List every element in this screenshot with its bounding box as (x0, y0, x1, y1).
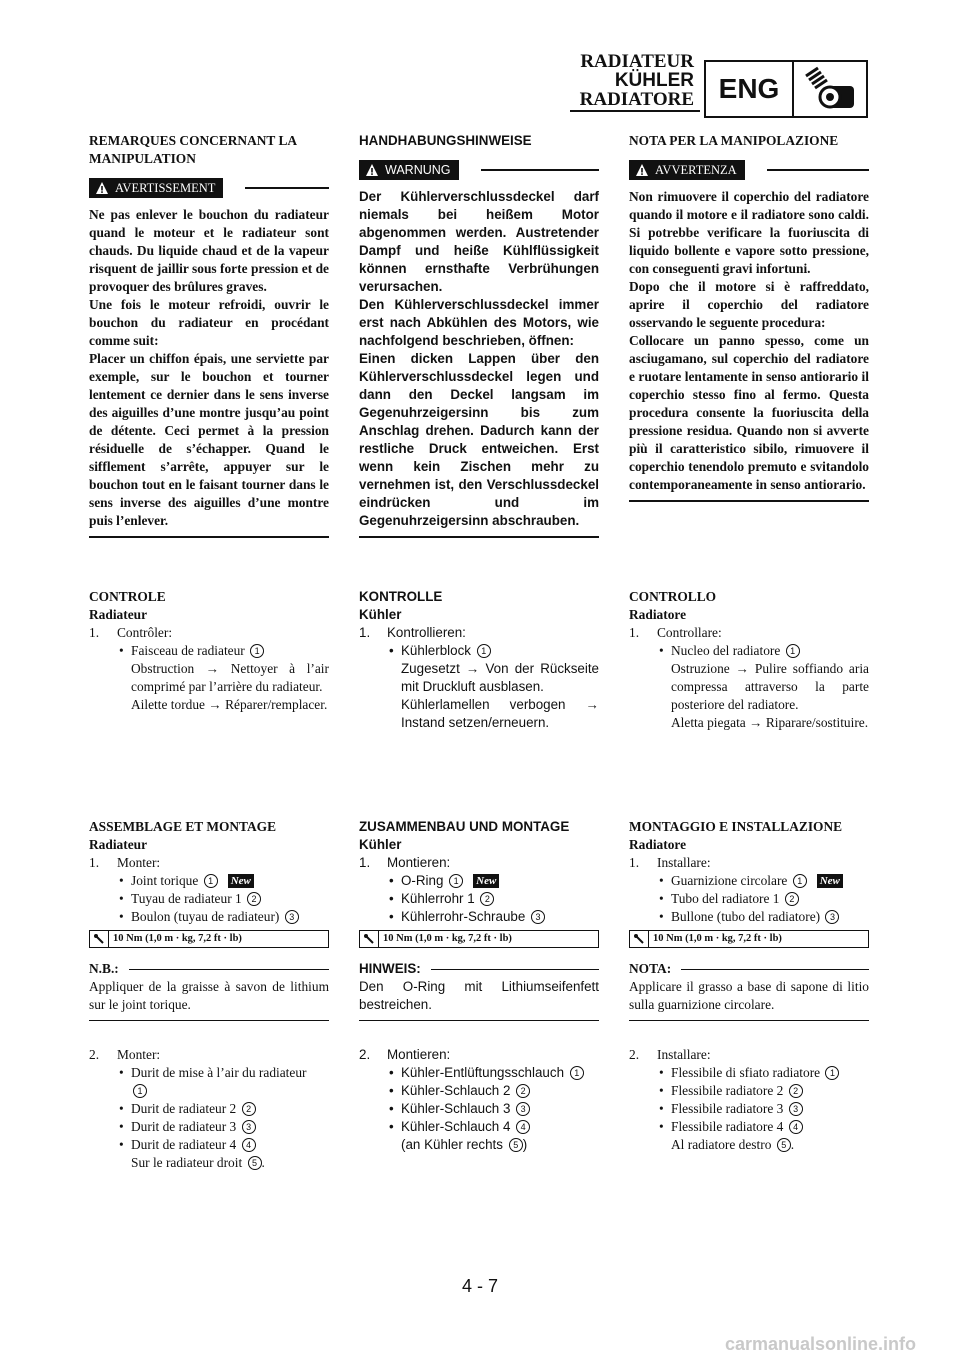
fr-step2-section (89, 1046, 329, 1172)
bullet: • (659, 909, 664, 924)
step-number: 2. (89, 1047, 100, 1062)
section-titles (580, 52, 694, 109)
fr-note-end-rule (89, 1020, 329, 1021)
item-text: Kühler-Schlauch 2 (401, 1083, 511, 1098)
torque-wrench-icon (90, 931, 109, 947)
ref-number: 1 (449, 874, 463, 888)
new-part-badge: New (473, 874, 499, 888)
fr-step2 (89, 1046, 329, 1064)
it-assembly-section (629, 818, 869, 1021)
step-number: 1. (359, 855, 371, 870)
fr-handling-title: REMARQUES CONCERNANT LA MANIPULATION (89, 133, 297, 166)
ref-number: 1 (793, 874, 807, 888)
warning-triangle-icon (95, 181, 109, 195)
torque-value: 10 Nm (1,0 m · kg, 7,2 ft · lb) (383, 933, 512, 944)
ref-number: 3 (285, 910, 299, 924)
de-check-section (359, 588, 599, 732)
eng-label: ENG (706, 62, 794, 116)
de-note-end-rule (359, 1020, 599, 1021)
it-handling-section (629, 132, 869, 502)
bullet: • (659, 643, 664, 658)
step-text: Monter: (117, 855, 161, 870)
extra-text-end: . (790, 1137, 795, 1152)
de-check-step (359, 624, 599, 642)
step-number: 1. (629, 625, 640, 640)
list-item (629, 1064, 869, 1082)
fr-warning-para-3: Placer un chiffon épais, une serviette par exemple, sur le bouchon et tourner lentement ce dernier dans le sens inverse des aiguilles d’une montre jusqu’au point de détente. Ceci permet à la pression résiduelle de s’échapper. Quand le sifflement s’arrête, appuyer sur le bouchon tout en le faisant tourner dans le sens inverse des aiguilles d’une montre puis l’enlever. (89, 351, 329, 528)
it-step2-section (629, 1046, 869, 1154)
it-step2 (629, 1046, 869, 1064)
ref-number: 1 (825, 1066, 839, 1080)
header-rule (570, 110, 700, 112)
de-assembly-sub: Kühler (359, 837, 402, 852)
fr-assembly-title: ASSEMBLAGE ET MONTAGE (89, 819, 277, 834)
step-number: 1. (629, 855, 640, 870)
list-item (629, 1100, 869, 1118)
it-step2-extra (629, 1136, 869, 1154)
list-item (359, 890, 599, 908)
it-note-end-rule (629, 1020, 869, 1021)
note-label: NOTA: (629, 961, 672, 976)
fr-warning-badge (89, 178, 223, 198)
item-text: Bullone (tubo del radiatore) (671, 909, 821, 924)
list-item (89, 1100, 329, 1118)
fr-check-sub: Radiateur (89, 607, 148, 622)
list-item (629, 890, 869, 908)
bullet: • (389, 643, 394, 658)
step-number: 2. (359, 1047, 371, 1062)
bullet: • (389, 1065, 394, 1080)
fr-torque-spec (89, 930, 329, 948)
ref-number: 2 (516, 1084, 530, 1098)
list-item (89, 872, 329, 890)
step-number: 1. (89, 625, 100, 640)
torque-value: 10 Nm (1,0 m · kg, 7,2 ft · lb) (653, 933, 782, 944)
list-item (359, 1118, 599, 1136)
fr-warning-label: AVERTISSEMENT (115, 181, 216, 195)
item-text: Kühlerrohr-Schraube (401, 909, 526, 924)
extra-text: Al radiatore destro (671, 1137, 772, 1152)
ref-number: 5 (777, 1138, 791, 1152)
de-warning-label: WARNUNG (385, 163, 451, 177)
item-text: Faisceau de radiateur (131, 643, 245, 658)
item-text: Guarnizione circolare (671, 873, 788, 888)
ref-number: 1 (250, 644, 264, 658)
de-handling-section (359, 132, 599, 538)
de-check-line-2: Kühlerlamellen verbogen → Instand setzen/erneuern. (401, 697, 599, 730)
item-text: Flessibile radiatore 2 (671, 1083, 784, 1098)
fr-check-section (89, 588, 329, 714)
it-check-sub: Radiatore (629, 607, 687, 622)
bullet: • (389, 873, 394, 888)
step-text: Installare: (657, 855, 711, 870)
ref-number: 3 (825, 910, 839, 924)
bullet: • (389, 891, 394, 906)
note-rule (129, 969, 329, 970)
de-warning-para-1: Der Kühlerverschlussdeckel darf niemals bei heißem Motor abgenommen werden. Austretender Dampf und heiße Kühlflüssigkeit können ernsthafte Verbrühungen verursachen. (359, 189, 599, 294)
ref-number: 1 (477, 644, 491, 658)
fr-check-step (89, 624, 329, 642)
warning-rule (481, 169, 599, 171)
fr-check-item (89, 642, 329, 660)
item-text: Kühlerblock (401, 643, 471, 658)
de-warning-para-2: Den Kühlerverschlussdeckel immer erst nach Abkühlen des Motors, wie nachfolgend beschrieben, öffnen: (359, 297, 599, 348)
ref-number: 4 (516, 1120, 530, 1134)
it-warning-header (629, 160, 869, 180)
item-text: O-Ring (401, 873, 444, 888)
list-item (89, 1136, 329, 1154)
step-text: Montieren: (387, 855, 451, 870)
it-warning-para-2: Dopo che il motore si è raffreddato, aprire il coperchio del radiatore osservando le seguente procedura: (629, 279, 869, 330)
bullet: • (659, 1119, 664, 1134)
de-check-line-1: Zugesetzt → Von der Rückseite mit Druckluft ausblasen. (401, 661, 599, 694)
it-warning-badge (629, 160, 745, 180)
note-rule (681, 969, 869, 970)
fr-check-line-1: Obstruction → Nettoyer à l’air comprimé par l’arrière du radiateur. (131, 661, 329, 694)
fr-check-line-2: Ailette tordue → Réparer/remplacer. (131, 697, 328, 712)
it-note-text: Applicare il grasso a base di sapone di litio sulla guarnizione circolare. (629, 979, 869, 1012)
item-text: Nucleo del radiatore (671, 643, 781, 658)
de-note-header (359, 960, 599, 978)
bullet: • (119, 891, 124, 906)
step-text: Controllare: (657, 625, 722, 640)
warning-rule (245, 187, 329, 189)
item-text: Durit de radiateur 3 (131, 1119, 237, 1134)
fr-warning-end-rule (89, 536, 329, 538)
step-number: 1. (89, 855, 100, 870)
bullet: • (659, 1083, 664, 1098)
de-warning-para-3: Einen dicken Lappen über den Kühlerverschlussdeckel legen und dann den Deckel langsam im Gegenuhrzeigersinn bis zum Anschlag drehen. Dadurch kann der restliche Druck entweichen. Erst wenn kein Zischen mehr zu vernehmen ist, den Verschlussdeckel eindrücken und im Gegenuhrzeigersinn abschrauben. (359, 351, 599, 528)
list-item (629, 908, 869, 926)
list-item (89, 908, 329, 926)
de-check-item (359, 642, 599, 660)
de-step2 (359, 1046, 599, 1064)
fr-warning-para-2: Une fois le moteur refroidi, ouvrir le bouchon du radiateur en procédant comme suit: (89, 297, 329, 348)
list-item (89, 1118, 329, 1136)
ref-number: 3 (789, 1102, 803, 1116)
item-text: Kühlerrohr 1 (401, 891, 475, 906)
item-text: Kühler-Schlauch 3 (401, 1101, 511, 1116)
note-label: HINWEIS: (359, 961, 421, 976)
fr-warning-para-1: Ne pas enlever le bouchon du radiateur quand le moteur et le radiateur sont chauds. Du liquide chaud et de la vapeur risquent de jaillir sous forte pression et de provoquer des brûlures graves. (89, 207, 329, 294)
step-text: Contrôler: (117, 625, 173, 640)
de-assembly-section (359, 818, 599, 1021)
list-item (359, 908, 599, 926)
it-assembly-title: MONTAGGIO E INSTALLAZIONE (629, 819, 843, 834)
list-item (359, 1064, 599, 1082)
it-check-step (629, 624, 869, 642)
page-number: 4 - 7 (461, 1276, 499, 1296)
list-item (359, 872, 599, 890)
list-item (629, 872, 869, 890)
extra-text: Sur le radiateur droit (131, 1155, 243, 1170)
bullet: • (659, 873, 664, 888)
bullet: • (119, 1101, 124, 1116)
ref-number: 2 (480, 892, 494, 906)
ref-number: 1 (570, 1066, 584, 1080)
bullet: • (389, 909, 394, 924)
item-text: Flessibile di sfiato radiatore (671, 1065, 821, 1080)
torque-value: 10 Nm (1,0 m · kg, 7,2 ft · lb) (113, 933, 242, 944)
watermark: carmanualsonline.info (724, 1334, 916, 1354)
it-check-item (629, 642, 869, 660)
new-part-badge: New (228, 874, 254, 888)
it-warning-para-3: Collocare un panno spesso, come un asciugamano, sul coperchio del radiatore e ruotare lentamente in senso antiorario il coperchio stesso fino al fermo. Questa procedura consente la fuoriuscita della pressione residua. Quando non si avverte più il caratteristico sibilo, rimuovere il coperchio tenendolo premuto e svitandolo contemporaneamente in senso antiorario. (629, 333, 869, 492)
ref-number: 3 (242, 1120, 256, 1134)
it-note-header (629, 960, 869, 978)
it-warning-para-1: Non rimuovere il coperchio del radiatore quando il motore e il radiatore sono caldi. Si potrebbe verificare la fuoriuscita di liquido bollente e vapore sotto pressione, con conseguenti gravi infortuni. (629, 189, 869, 276)
item-text: Durit de radiateur 2 (131, 1101, 237, 1116)
fr-check-title: CONTROLE (89, 589, 166, 604)
ref-number: 1 (204, 874, 218, 888)
de-torque-spec (359, 930, 599, 948)
it-check-section (629, 588, 869, 732)
it-handling-title: NOTA PER LA MANIPOLAZIONE (629, 133, 839, 148)
bullet: • (659, 891, 664, 906)
de-warning-header (359, 160, 599, 180)
step-number: 1. (359, 625, 371, 640)
item-text: Durit de radiateur 4 (131, 1137, 237, 1152)
de-step1 (359, 854, 599, 872)
de-assembly-title: ZUSAMMENBAU UND MONTAGE (359, 819, 570, 834)
it-warning-label: AVVERTENZA (655, 163, 737, 177)
title-it: RADIATORE (579, 89, 694, 110)
torque-wrench-icon (360, 931, 379, 947)
de-handling-title: HANDHABUNGSHINWEISE (359, 133, 532, 148)
list-item (629, 1118, 869, 1136)
note-label: N.B.: (89, 961, 119, 976)
fr-assembly-sub: Radiateur (89, 837, 148, 852)
fr-note-text: Appliquer de la graisse à savon de lithium sur le joint torique. (89, 979, 329, 1012)
de-note-text: Den O-Ring mit Lithiumseifenfett bestreichen. (359, 979, 599, 1012)
ref-number: 2 (247, 892, 261, 906)
list-item (359, 1082, 599, 1100)
bullet: • (389, 1083, 394, 1098)
ref-number: 2 (789, 1084, 803, 1098)
bullet: • (389, 1101, 394, 1116)
item-text: Joint torique (131, 873, 199, 888)
it-check-title: CONTROLLO (629, 589, 717, 604)
step-number: 2. (629, 1047, 640, 1062)
item-text: Tubo del radiatore 1 (671, 891, 780, 906)
bullet: • (119, 1137, 124, 1152)
step-text: Kontrollieren: (387, 625, 466, 640)
de-check-title: KONTROLLE (359, 589, 443, 604)
ref-number: 5 (509, 1138, 523, 1152)
fr-step1 (89, 854, 329, 872)
ref-number: 4 (242, 1138, 256, 1152)
fr-handling-section (89, 132, 329, 538)
ref-number: 2 (242, 1102, 256, 1116)
step-text: Montieren: (387, 1047, 451, 1062)
ref-number: 3 (531, 910, 545, 924)
bullet: • (119, 643, 124, 658)
de-step2-extra (359, 1136, 599, 1154)
fr-note-header (89, 960, 329, 978)
ref-number: 1 (133, 1084, 147, 1098)
torque-wrench-icon (630, 931, 649, 947)
eng-section-tab (704, 60, 868, 118)
bullet: • (119, 1119, 124, 1134)
bullet: • (119, 873, 124, 888)
list-item (89, 890, 329, 908)
bullet: • (119, 1065, 124, 1080)
de-warning-end-rule (359, 536, 599, 538)
item-text: Flessibile radiatore 3 (671, 1101, 784, 1116)
fr-assembly-section (89, 818, 329, 1021)
note-rule (431, 969, 599, 970)
bullet: • (659, 1101, 664, 1116)
it-check-line-1: Ostruzione → Pulire soffiando aria compressa attraverso la parte posteriore del radiatore. (671, 661, 869, 712)
bullet: • (659, 1065, 664, 1080)
de-step2-section (359, 1046, 599, 1154)
bullet: • (119, 909, 124, 924)
warning-triangle-icon (635, 163, 649, 177)
item-text: Flessibile radiatore 4 (671, 1119, 784, 1134)
ref-number: 5 (248, 1156, 262, 1170)
title-de: KÜHLER (614, 70, 694, 91)
de-warning-badge (359, 160, 459, 180)
list-item (629, 1082, 869, 1100)
item-text: Kühler-Schlauch 4 (401, 1119, 511, 1134)
bullet: • (389, 1119, 394, 1134)
ref-number: 2 (785, 892, 799, 906)
engine-icon (794, 62, 866, 116)
item-text: Boulon (tuyau de radiateur) (131, 909, 280, 924)
extra-text: (an Kühler rechts (401, 1137, 503, 1152)
list-item (359, 1100, 599, 1118)
it-step1 (629, 854, 869, 872)
fr-warning-header (89, 178, 329, 198)
de-check-sub: Kühler (359, 607, 402, 622)
ref-number: 3 (516, 1102, 530, 1116)
extra-text-end: ) (522, 1137, 528, 1152)
it-check-line-2: Aletta piegata → Riparare/sostituire. (671, 715, 869, 730)
it-warning-end-rule (629, 500, 869, 502)
fr-step2-extra: Sur le radiateur droit 5 . (131, 1155, 265, 1170)
item-text: Kühler-Entlüftungsschlauch (401, 1065, 565, 1080)
item-text: Tuyau de radiateur 1 (131, 891, 242, 906)
it-torque-spec (629, 930, 869, 948)
it-assembly-sub: Radiatore (629, 837, 687, 852)
new-part-badge: New (817, 874, 843, 888)
step-text: Installare: (657, 1047, 711, 1062)
ref-number: 4 (789, 1120, 803, 1134)
item-text: Durit de mise à l’air du radiateur (131, 1065, 307, 1080)
warning-rule (767, 169, 869, 171)
list-item (89, 1064, 329, 1100)
title-fr: RADIATEUR (580, 51, 694, 72)
ref-number: 1 (786, 644, 800, 658)
step-text: Monter: (117, 1047, 161, 1062)
warning-triangle-icon (365, 163, 379, 177)
